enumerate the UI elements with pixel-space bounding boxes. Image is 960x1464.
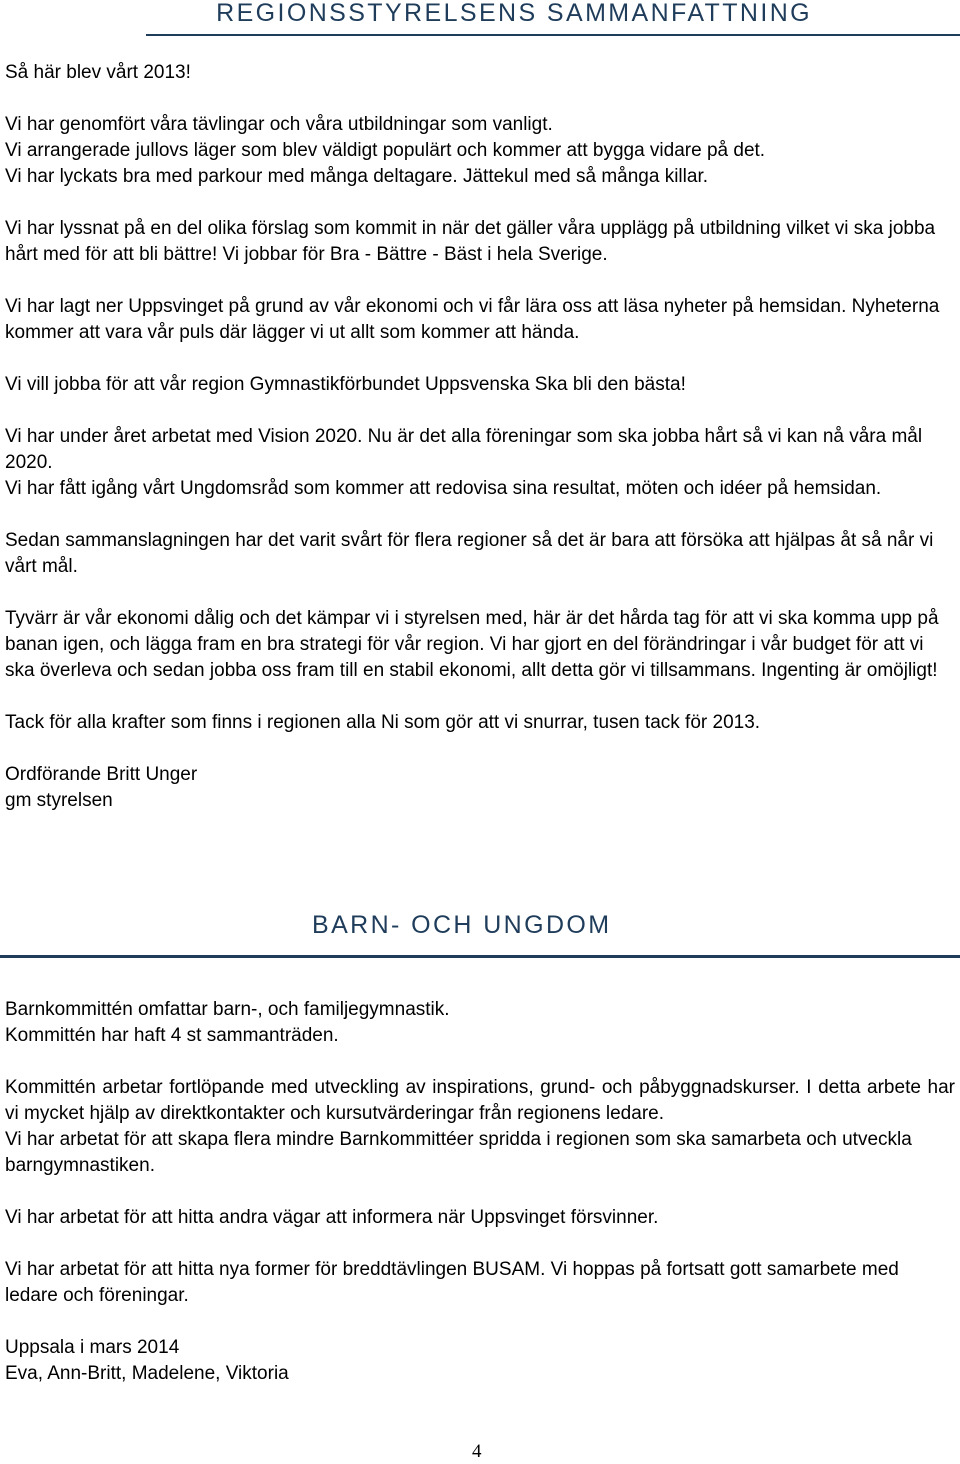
youth-section bbox=[5, 997, 955, 1387]
youth-paragraph-1 bbox=[5, 997, 955, 1049]
signature-place-date: Uppsala i mars 2014 bbox=[5, 1337, 180, 1358]
signature-board: gm styrelsen bbox=[5, 790, 113, 811]
signature-name: Ordförande Britt Unger bbox=[5, 764, 198, 785]
youth-signature bbox=[5, 1335, 955, 1387]
summary-paragraph-1 bbox=[5, 112, 957, 190]
youth-paragraph-4: Vi har arbetat för att hitta nya former för breddtävlingen BUSAM. Vi hoppas på fortsatt gott samarbete med ledare och föreningar. bbox=[5, 1259, 899, 1306]
summary-paragraph-7: Tyvärr är vår ekonomi dålig och det kämpar vi i styrelsen med, här är det hårda tag för att vi ska komma upp på banan igen, och lägga fram en bra strategi för vår region. Vi har gjort en del förändringar i vår budget för att vi ska överleva och sedan jobba oss fram till en stabil ekonomi, allt detta gör vi tillsammans. Ingenting är omöjligt! bbox=[5, 608, 939, 681]
summary-paragraph-2: Vi har lyssnat på en del olika förslag som kommit in när det gäller våra upplägg på utbildning vilket vi ska jobba hårt med för att bli bättre! Vi jobbar för Bra - Bättre - Bäst i hela Sverige. bbox=[5, 218, 936, 265]
summary-line: Vi har under året arbetat med Vision 2020. Nu är det alla föreningar som ska jobba hårt så vi kan nå våra mål 2020. bbox=[5, 426, 923, 473]
page-header-title: REGIONSSTYRELSENS SAMMANFATTNING bbox=[216, 0, 812, 27]
summary-paragraph-6: Sedan sammanslagningen har det varit svårt för flera regioner så det är bara att försöka att hjälpas åt så når vi vårt mål. bbox=[5, 530, 934, 577]
summary-paragraph-8: Tack för alla krafter som finns i regionen alla Ni som gör att vi snurrar, tusen tack för 2013. bbox=[5, 712, 761, 733]
summary-signature bbox=[5, 762, 957, 814]
youth-line: Barnkommittén omfattar barn-, och familjegymnastik. bbox=[5, 999, 450, 1020]
summary-intro: Så här blev vårt 2013! bbox=[5, 62, 191, 83]
page-number: 4 bbox=[472, 1441, 482, 1462]
signature-names: Eva, Ann-Britt, Madelene, Viktoria bbox=[5, 1363, 289, 1384]
section-title: BARN- OCH UNGDOM bbox=[312, 911, 612, 939]
summary-paragraph-4: Vi vill jobba för att vår region Gymnastikförbundet Uppsvenska Ska bli den bästa! bbox=[5, 374, 686, 395]
summary-section bbox=[5, 60, 957, 814]
summary-line: Vi har lyckats bra med parkour med många deltagare. Jättekul med så många killar. bbox=[5, 166, 708, 187]
youth-paragraph-3: Vi har arbetat för att hitta andra vägar att informera när Uppsvinget försvinner. bbox=[5, 1207, 659, 1228]
header-divider bbox=[146, 34, 960, 36]
summary-line: Vi har genomfört våra tävlingar och våra utbildningar som vanligt. bbox=[5, 114, 553, 135]
youth-line: Kommittén har haft 4 st sammanträden. bbox=[5, 1025, 339, 1046]
summary-line: Vi arrangerade jullovs läger som blev väldigt populärt och kommer att bygga vidare på det. bbox=[5, 140, 766, 161]
youth-paragraph-2 bbox=[5, 1075, 955, 1179]
section-divider bbox=[0, 955, 960, 958]
summary-paragraph-3: Vi har lagt ner Uppsvinget på grund av vår ekonomi och vi får lära oss att läsa nyheter på hemsidan. Nyheterna kommer att vara vår puls där lägger vi ut allt som kommer att hända. bbox=[5, 296, 940, 343]
summary-line: Vi har fått igång vårt Ungdomsråd som kommer att redovisa sina resultat, möten och idéer på hemsidan. bbox=[5, 478, 882, 499]
youth-line: Vi har arbetat för att skapa flera mindre Barnkommittéer spridda i regionen som ska samarbeta och utveckla barngymnastiken. bbox=[5, 1129, 912, 1176]
youth-line: Kommittén arbetar fortlöpande med utveckling av inspirations, grund- och påbyggnadskurser. I detta arbete har vi mycket hjälp av direktkontakter och kursutvärderingar från regionens ledare. bbox=[5, 1077, 955, 1124]
summary-paragraph-5 bbox=[5, 424, 957, 502]
